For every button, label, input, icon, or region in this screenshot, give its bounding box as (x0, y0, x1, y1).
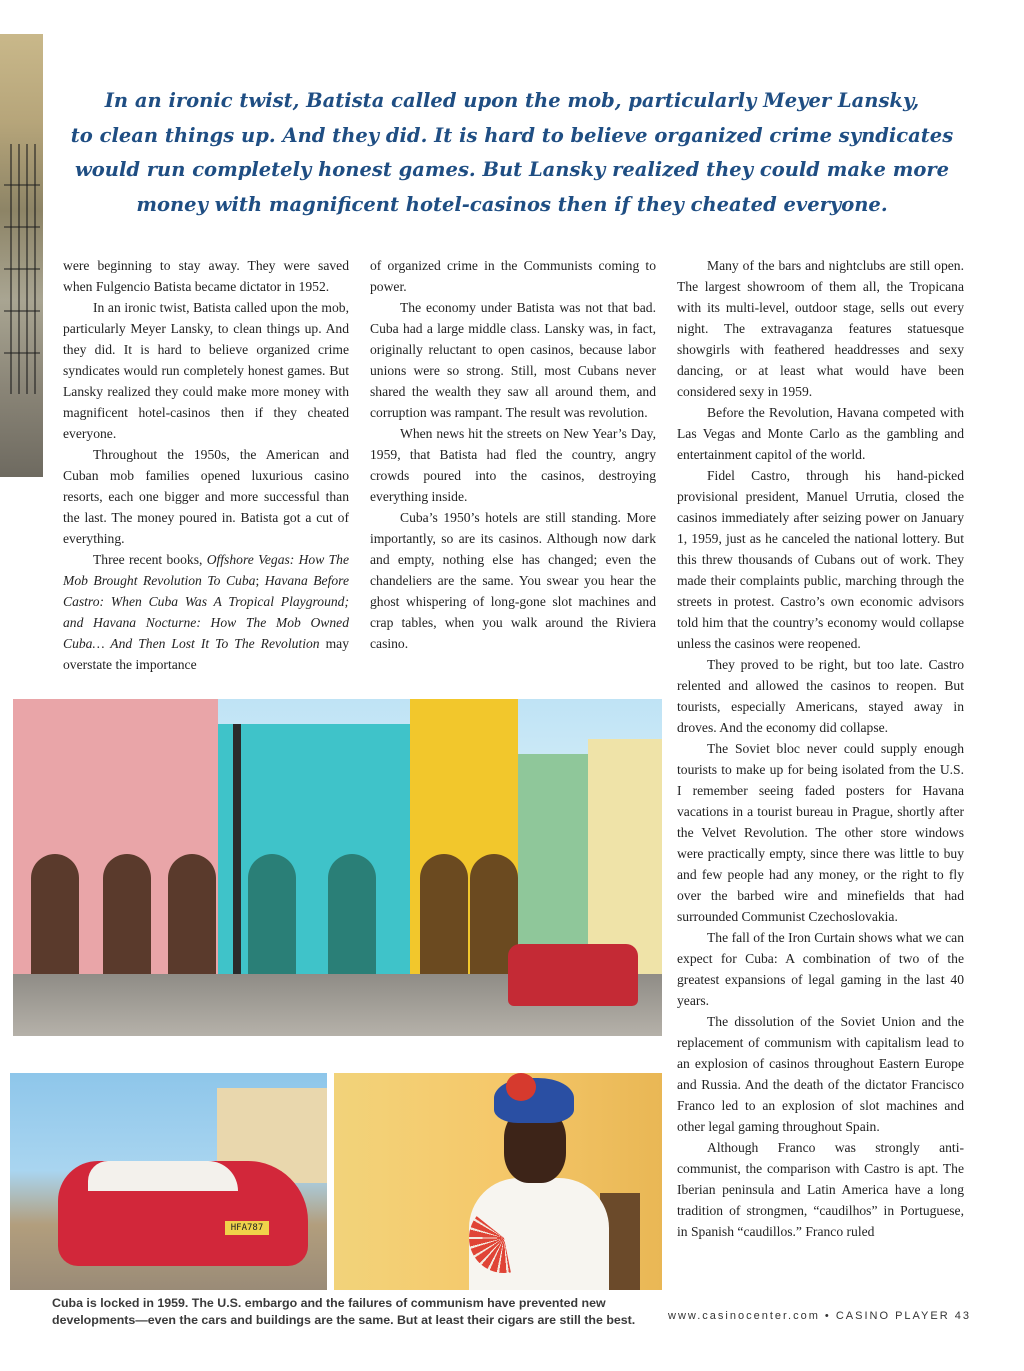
arch (248, 854, 296, 974)
cream-building (588, 739, 662, 974)
street-lamp (233, 724, 241, 974)
article-column-2 (370, 255, 656, 654)
arch (31, 854, 79, 974)
text-run: ; (255, 573, 265, 588)
pink-building (13, 699, 218, 974)
text-run: Three recent books, (93, 552, 207, 567)
cigar-woman-photo (334, 1073, 662, 1290)
paragraph: The fall of the Iron Curtain shows what we can expect for Cuba: A combination of two of the greatest expansions of legal gaming in the last 40 years. (677, 930, 964, 1008)
arch (420, 854, 468, 974)
article-column-3 (677, 255, 964, 1242)
license-plate: HFA787 (225, 1221, 269, 1235)
car-interior (88, 1161, 238, 1191)
book-title: Offshore Vegas: How The Mob Brought Revolution To Cuba (63, 552, 349, 588)
paragraph (63, 549, 349, 675)
caption-line-1: Cuba is locked in 1959. The U.S. embargo and the failures of communism have prevented new (52, 1296, 606, 1310)
paragraph: were beginning to stay away. They were saved when Fulgencio Batista became dictator in 1952. (63, 258, 349, 294)
book-title: Havana Before Castro: When Cuba Was A Tropical Playground; and Havana Nocturne: How The Mob Owned Cuba… And Then Lost It To The Revolution (63, 573, 349, 651)
paragraph: The dissolution of the Soviet Union and the replacement of communism with capitalism lead to an explosion of casinos throughout Eastern Europe and Russia. And the death of the dictator Francisco Franco led to an explosion of slot machines and other legal gaming throughout Spain. (677, 1014, 964, 1134)
paragraph: Before the Revolution, Havana competed with Las Vegas and Monte Carlo as the gambling and entertainment capitol of the world. (677, 405, 964, 462)
photo-caption (52, 1295, 652, 1329)
iron-gate-bars (4, 144, 40, 394)
pull-quote-line-1: In an ironic twist, Batista called upon the mob, particularly Meyer Lansky, (104, 89, 920, 112)
yellow-building (410, 699, 518, 974)
article-column-1 (63, 255, 349, 675)
pull-quote-line-2: to clean things up. And they did. It is hard to believe organized crime syndicates (70, 123, 954, 147)
classic-car-photo (10, 1073, 327, 1290)
page-footer: www.casinocenter.com • CASINO PLAYER 43 (668, 1310, 971, 1322)
pull-quote (60, 84, 964, 222)
red-convertible (58, 1161, 308, 1266)
caption-line-2: developments—even the cars and buildings are the same. But at least their cigars are still the best. (52, 1313, 636, 1327)
havana-street-photo (13, 699, 662, 1036)
pull-quote-line-4: money with magnificent hotel-casinos then if they cheated everyone. (136, 192, 888, 216)
paragraph: Fidel Castro, through his hand-picked provisional president, Manuel Urrutia, closed the casinos immediately after seizing power on January 1, 1959, just as he canceled the national lottery. But this threw thousands of Cubans out of work. They made their complaints public, marching through the streets in protest. Castro’s own economic advisors told him that the country’s economy would collapse unless the casinos were reopened. (677, 468, 964, 651)
paragraph: The economy under Batista was not that bad. Cuba had a large middle class. Lansky was, in fact, originally reluctant to open casinos, because labor unions were so strong. Still, most Cubans never shared the wealth they saw all around them, and corruption was rampant. The result was revolution. (370, 300, 656, 420)
text-run: may overstate the importance (63, 636, 349, 672)
paragraph: They proved to be right, but too late. Castro relented and allowed the casinos to reopen. But tourists, especially Americans, stayed away in droves. And the economy did collapse. (677, 657, 964, 735)
paragraph: Throughout the 1950s, the American and Cuban mob families opened luxurious casino resorts, each one bigger and more successful than the last. The money poured in. Batista got a cut of everything. (63, 447, 349, 546)
pull-quote-line-3: would run completely honest games. But Lansky realized they could make more (74, 158, 950, 181)
teal-building (218, 724, 410, 974)
edge-photo-gate (0, 34, 43, 477)
paragraph: When news hit the streets on New Year’s Day, 1959, that Batista had fled the country, angry crowds poured into the casinos, destroying everything inside. (370, 426, 656, 504)
paragraph: Many of the bars and nightclubs are still open. The largest showroom of them all, the Tropicana with its multi-level, outdoor stage, sells out every night. The extravaganza features statuesque showgirls with feathered headdresses and sexy dancing, or at least what would have been considered sexy in 1959. (677, 258, 964, 399)
paragraph: In an ironic twist, Batista called upon the mob, particularly Meyer Lansky, to clean things up. And they did. It is hard to believe organized crime syndicates would run completely honest games. But Lansky realized they could make more money with magnificent hotel-casinos then if they cheated everyone. (63, 300, 349, 441)
paragraph: Although Franco was strongly anti-communist, the comparison with Castro is apt. The Iberian peninsula and Latin America have a long tradition of strongmen, “caudilhos” in Portuguese, in Spanish “caudillos.” Franco ruled (677, 1140, 964, 1239)
vintage-truck (508, 944, 638, 1006)
arch (328, 854, 376, 974)
green-building (518, 754, 588, 974)
paragraph: The Soviet bloc never could supply enough tourists to make up for being isolated from the U.S. I remember seeing faded posters for Havana vacations in a tourist bureau in Prague, shortly after the Velvet Revolution. The other store windows were practically empty, since there was little to buy and few people had any money, or the right to fly over the barbed wire and minefields that had surrounded Communist Czechoslovakia. (677, 741, 964, 924)
red-flower (506, 1073, 536, 1101)
paragraph: of organized crime in the Communists coming to power. (370, 258, 656, 294)
paragraph: Cuba’s 1950’s hotels are still standing. More importantly, so are its casinos. Although now dark and empty, nothing else has changed; even the chandeliers are the same. You swear you hear the ghost whispering of long-gone slot machines and crap tables, when you walk around the Riviera casino. (370, 510, 656, 651)
arch (103, 854, 151, 974)
arch (168, 854, 216, 974)
